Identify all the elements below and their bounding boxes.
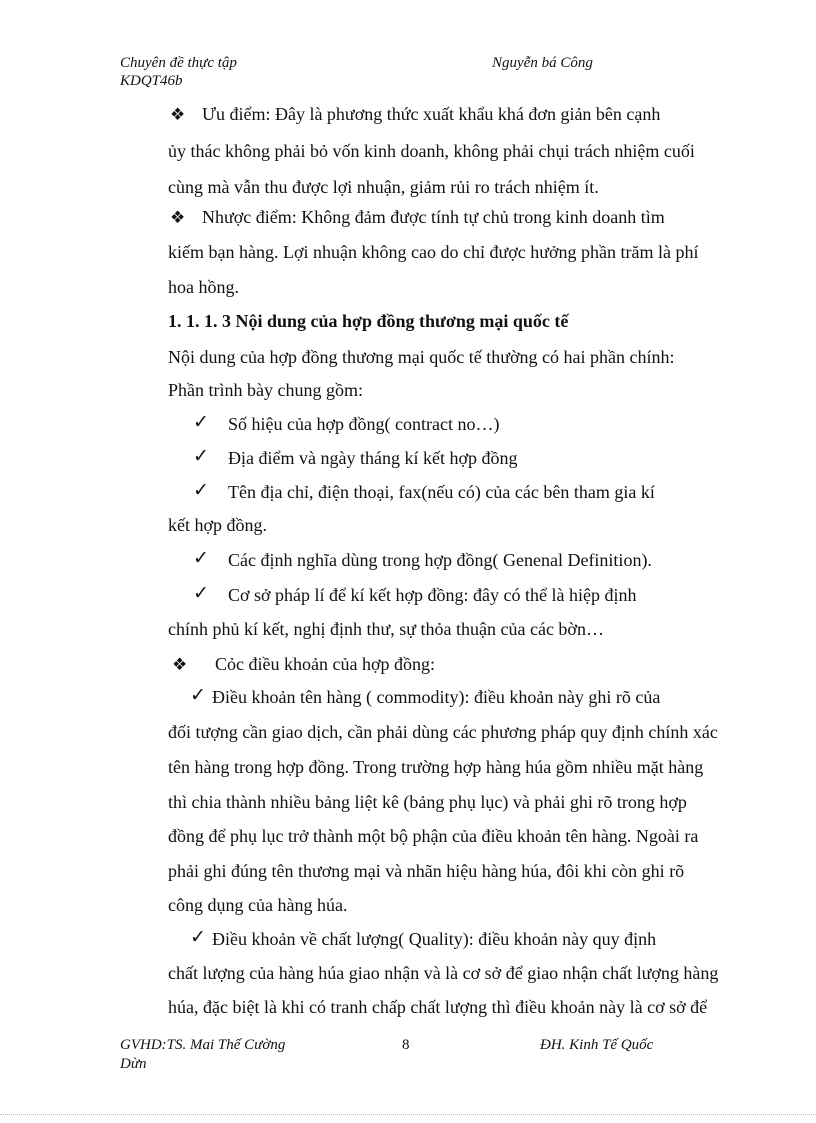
commodity-clause-line2: đối tượng cần giao dịch, cần phải dùng các phương pháp quy định chính xác [168,722,718,742]
footer-advisor-line2: Dừn [120,1056,147,1072]
diamond-bullet-icon: ❖ [170,105,186,124]
quality-clause-line2: chất lượng của hàng húa giao nhận và là cơ sở để giao nhận chất lượng hàng [168,963,719,983]
disadvantages-line3: hoa hồng. [168,277,239,297]
checkmark-icon: ✓ [193,548,209,569]
commodity-clause-line4: thì chia thành nhiều bảng liệt kê (bảng phụ lục) và phải ghi rõ trong hợp [168,792,687,812]
quality-clause-line3: húa, đặc biệt là khi có tranh chấp chất lượng thì điều khoản này là cơ sở để [168,997,708,1017]
commodity-clause-line1: Điều khoản tên hàng ( commodity): điều khoản này ghi rõ của [212,687,661,707]
general-item-legal-basis-line2: chính phủ kí kết, nghị định thư, sự thỏa thuận của các bờn… [168,619,604,639]
commodity-clause-line6: phải ghi đúng tên thương mại và nhãn hiệu hàng húa, đôi khi còn ghi rõ [168,861,685,881]
general-item-place-date: Địa điểm và ngày tháng kí kết hợp đồng [228,448,518,468]
section-heading: 1. 1. 1. 3 Nội dung của hợp đồng thương mại quốc tế [168,311,569,331]
commodity-clause-line7: công dụng của hàng húa. [168,895,348,915]
disadvantages-line2: kiếm bạn hàng. Lợi nhuận không cao do chỉ được hưởng phần trăm là phí [168,242,699,262]
diamond-bullet-icon: ❖ [170,208,186,227]
footer-university: ĐH. Kinh Tế Quốc [540,1037,654,1053]
checkmark-icon: ✓ [193,446,209,467]
page-edge-divider [0,1114,816,1115]
page-number: 8 [402,1037,410,1053]
advantages-line2: ủy thác không phải bỏ vốn kinh doanh, không phải chụi trách nhiệm cuối [168,141,695,161]
general-item-legal-basis-line1: Cơ sở pháp lí để kí kết hợp đồng: đây có thể là hiệp định [228,585,637,605]
quality-clause-line1: Điều khoản về chất lượng( Quality): điều khoản này quy định [212,929,657,949]
general-item-contract-no: Số hiệu của hợp đồng( contract no…) [228,414,500,434]
header-title-line2: KDQT46b [120,73,183,89]
commodity-clause-line5: đồng để phụ lục trở thành một bộ phận của điều khoản tên hàng. Ngoài ra [168,826,699,846]
intro-line2: Phần trình bày chung gồm: [168,380,363,400]
footer-advisor-line1: GVHD:TS. Mai Thế Cường [120,1037,286,1053]
advantages-line3: cùng mà vẫn thu được lợi nhuận, giảm rủi ro trách nhiệm ít. [168,177,599,197]
advantages-line1 [202,104,698,125]
header-title-line1: Chuyên đề thực tập [120,55,237,71]
checkmark-icon: ✓ [193,583,209,604]
clauses-heading: Cỏc điều khoản của hợp đồng: [215,654,435,674]
diamond-bullet-icon: ❖ [172,655,188,674]
header-author: Nguyễn bá Công [492,55,593,71]
checkmark-icon: ✓ [193,412,209,433]
general-item-parties-line2: kết hợp đồng. [168,515,268,535]
checkmark-icon: ✓ [190,685,206,706]
checkmark-icon: ✓ [190,927,206,948]
intro-line1: Nội dung của hợp đồng thương mại quốc tế thường có hai phần chính: [168,347,675,367]
text-line: Ưu điểm: Đây là phương thức xuất khẩu khá đơn giản bên cạnh [202,104,661,124]
general-item-definitions: Các định nghĩa dùng trong hợp đồng( Genenal Definition). [228,550,652,570]
disadvantages-line1: Nhược điểm: Không đảm được tính tự chủ trong kinh doanh tìm [202,207,665,227]
commodity-clause-line3: tên hàng trong hợp đồng. Trong trường hợp hàng húa gồm nhiều mặt hàng [168,757,704,777]
general-item-parties-line1: Tên địa chỉ, điện thoại, fax(nếu có) của các bên tham gia kí [228,482,655,502]
checkmark-icon: ✓ [193,480,209,501]
